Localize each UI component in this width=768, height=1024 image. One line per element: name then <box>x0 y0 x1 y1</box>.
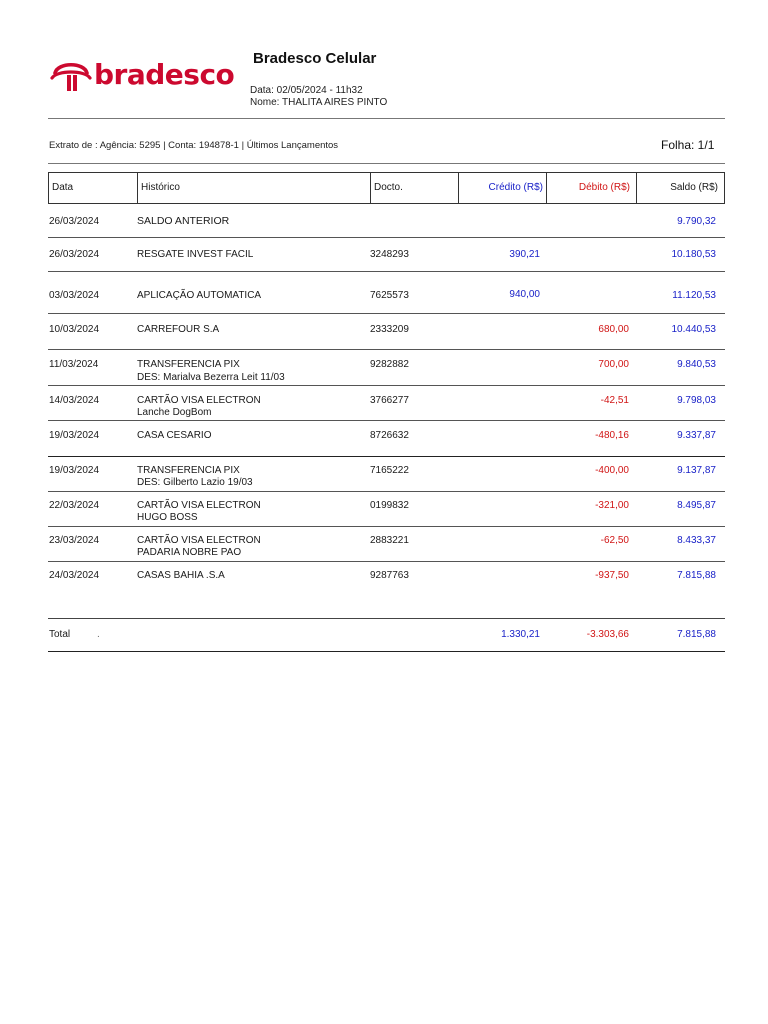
cell-date: 19/03/2024 <box>49 465 100 476</box>
cell-balance: 9.798,03 <box>677 395 716 406</box>
cell-date: 26/03/2024 <box>49 216 100 227</box>
cell-debit: -400,00 <box>595 465 629 476</box>
cell-debit: -937,50 <box>595 570 629 581</box>
customer-name: Nome: THALITA AIRES PINTO <box>250 97 388 108</box>
row-divider <box>48 349 725 350</box>
total-dot: . <box>97 629 100 640</box>
account-info: Extrato de : Agência: 5295 | Conta: 194878-1 | Últimos Lançamentos <box>49 140 339 151</box>
col-header-debito: Débito (R$) <box>578 182 630 193</box>
cell-history: APLICAÇÃO AUTOMATICA <box>137 290 262 301</box>
cell-debit: -321,00 <box>595 500 629 511</box>
total-credit: 1.330,21 <box>501 629 540 640</box>
cell-debit: -42,51 <box>600 395 629 406</box>
cell-date: 23/03/2024 <box>49 535 100 546</box>
row-divider <box>48 526 725 527</box>
row-divider <box>48 491 725 492</box>
cell-date: 03/03/2024 <box>49 290 100 301</box>
cell-credit: 390,21 <box>509 249 540 260</box>
cell-history-detail: DES: Marialva Bezerra Leit 11/03 <box>137 372 285 383</box>
cell-date: 14/03/2024 <box>49 395 100 406</box>
cell-debit: 700,00 <box>598 359 629 370</box>
cell-balance: 9.337,87 <box>677 430 716 441</box>
cell-debit: -480,16 <box>595 430 629 441</box>
cell-docto: 3248293 <box>370 249 409 260</box>
table-header <box>48 172 725 204</box>
column-divider <box>370 173 371 203</box>
cell-history: CARREFOUR S.A <box>137 324 220 335</box>
cell-docto: 2883221 <box>370 535 409 546</box>
app-title: Bradesco Celular <box>253 50 377 67</box>
col-header-credito: Crédito (R$) <box>488 182 543 193</box>
header-divider <box>48 118 725 119</box>
cell-docto: 7625573 <box>370 290 409 301</box>
col-header-saldo: Saldo (R$) <box>670 182 718 193</box>
cell-docto: 7165222 <box>370 465 409 476</box>
bradesco-logo <box>50 56 234 94</box>
cell-history-detail: PADARIA NOBRE PAO <box>137 547 242 558</box>
row-divider <box>48 313 725 314</box>
row-divider <box>48 420 725 421</box>
cell-debit: 680,00 <box>598 324 629 335</box>
cell-history: CASA CESARIO <box>137 430 212 441</box>
row-divider <box>48 456 725 457</box>
cell-history: SALDO ANTERIOR <box>137 215 230 227</box>
cell-docto: 9282882 <box>370 359 409 370</box>
brand-name: bradesco <box>94 58 235 91</box>
cell-balance: 10.440,53 <box>671 324 716 335</box>
page-number: Folha: 1/1 <box>661 138 715 152</box>
row-divider <box>48 271 725 272</box>
cell-docto: 3766277 <box>370 395 409 406</box>
cell-date: 24/03/2024 <box>49 570 100 581</box>
cell-docto: 2333209 <box>370 324 409 335</box>
cell-history: TRANSFERENCIA PIX <box>137 359 240 370</box>
col-header-historico: Histórico <box>141 182 180 193</box>
cell-history: TRANSFERENCIA PIX <box>137 465 240 476</box>
cell-balance: 9.840,53 <box>677 359 716 370</box>
cell-history: CASAS BAHIA .S.A <box>137 570 225 581</box>
cell-date: 26/03/2024 <box>49 249 100 260</box>
cell-history: CARTÃO VISA ELECTRON <box>137 395 261 406</box>
cell-balance: 8.495,87 <box>677 500 716 511</box>
cell-balance: 11.120,53 <box>672 290 716 301</box>
cell-date: 22/03/2024 <box>49 500 100 511</box>
cell-docto: 8726632 <box>370 430 409 441</box>
cell-date: 11/03/2024 <box>49 359 99 370</box>
cell-balance: 9.790,32 <box>677 216 716 227</box>
col-header-docto: Docto. <box>374 182 403 193</box>
cell-docto: 0199832 <box>370 500 409 511</box>
total-debit: -3.303,66 <box>586 629 629 640</box>
cell-date: 19/03/2024 <box>49 430 100 441</box>
total-balance: 7.815,88 <box>677 629 716 640</box>
cell-date: 10/03/2024 <box>49 324 100 335</box>
cell-balance: 10.180,53 <box>671 249 716 260</box>
cell-history-detail: Lanche DogBom <box>137 407 212 418</box>
column-divider <box>137 173 138 203</box>
report-date: Data: 02/05/2024 - 11h32 <box>250 85 363 96</box>
cell-history-detail: DES: Gilberto Lazio 19/03 <box>137 477 253 488</box>
total-label: Total <box>49 629 71 640</box>
total-bottom-divider <box>48 651 725 652</box>
info-divider <box>48 163 725 164</box>
cell-history: CARTÃO VISA ELECTRON <box>137 535 261 546</box>
cell-history: CARTÃO VISA ELECTRON <box>137 500 261 511</box>
cell-credit: 940,00 <box>509 289 540 300</box>
col-header-data: Data <box>52 182 74 193</box>
row-divider <box>48 237 725 238</box>
total-top-divider <box>48 618 725 619</box>
row-divider <box>48 561 725 562</box>
cell-docto: 9287763 <box>370 570 409 581</box>
row-divider <box>48 385 725 386</box>
cell-balance: 7.815,88 <box>677 570 716 581</box>
bradesco-tree-icon <box>50 56 92 94</box>
cell-balance: 9.137,87 <box>677 465 716 476</box>
cell-history-detail: HUGO BOSS <box>137 512 198 523</box>
cell-history: RESGATE INVEST FACIL <box>137 249 254 260</box>
cell-balance: 8.433,37 <box>677 535 716 546</box>
cell-debit: -62,50 <box>600 535 629 546</box>
